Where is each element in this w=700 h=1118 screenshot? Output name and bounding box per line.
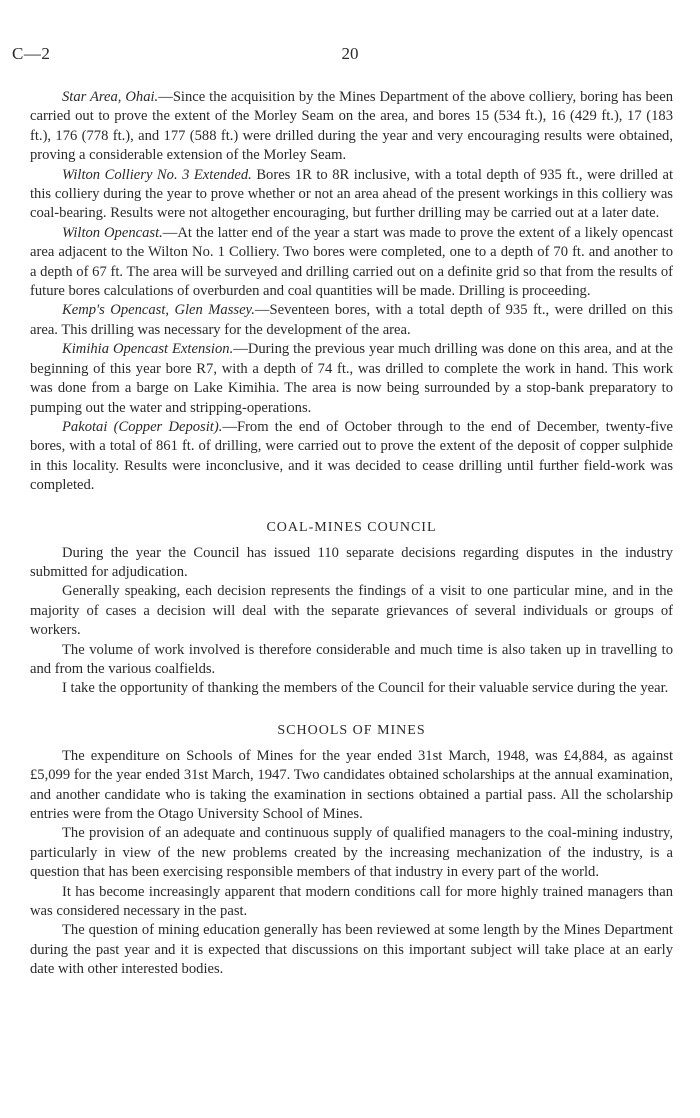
paragraph-lead: Kemp's Opencast, Glen Massey. — [62, 302, 255, 319]
paragraph: During the year the Council has issued 110 separate decisions regarding disputes in the industry submitted for adjudication. — [30, 544, 673, 580]
paragraph: The volume of work involved is therefore considerable and much time is also taken up in travelling to and from the various coalfields. — [30, 641, 673, 677]
paragraph-kimihia-opencast — [30, 340, 673, 418]
paragraph-text: Bores 1R to 8R inclusive, with a total depth of 935 ft., were drilled at this colliery during the year to prove whether or not an area ahead of the present workings in this colliery was coal-bearing. Results were not altogether encouraging, but further drilling may be carried out at a later date. — [30, 166, 674, 222]
coal-mines-council-section — [30, 520, 673, 699]
paragraph: The provision of an adequate and continuous supply of qualified managers to the coal-mining industry, particularly in view of the new problems created by the increasing mechanization of the industry, is a question that has been exercising responsible members of that industry in every part of the world. — [30, 825, 673, 881]
paragraph-lead: Star Area, Ohai. — [62, 89, 159, 105]
page-body — [30, 88, 673, 980]
paragraph-lead: Wilton Colliery No. 3 Extended. — [62, 166, 252, 183]
paragraph-lead: Kimihia Opencast Extension. — [62, 341, 234, 358]
paragraph: I take the opportunity of thanking the members of the Council for their valuable service during the year. — [62, 680, 669, 697]
paragraph: The expenditure on Schools of Mines for the year ended 31st March, 1948, was £4,884, as against £5,099 for the year ended 31st March, 1947. Two candidates obtained scholarships at the annual examination, and another candidate who is taking the examination in sections obtained a partial pass. All the scholarship entries were from the Otago University School of Mines. — [30, 747, 673, 822]
paragraph-pakotai — [30, 418, 673, 496]
paragraph-text: —Seventeen bores, with a total depth of 935 ft., were drilled on this area. This drilling was necessary for the development of the area. — [30, 302, 673, 338]
paragraph: Generally speaking, each decision represents the findings of a visit to one particular mine, and in the majority of cases a decision will deal with the separate grievances of several individuals or groups of workers. — [30, 583, 673, 639]
paragraph-text: —Since the acquisition by the Mines Department of the above colliery, boring has been carried out to prove the extent of the Morley Seam on the area, and bores 15 (534 ft.), 16 (429 ft.), 17 (183 ft.), 176 (778 ft.), and 177 (588 ft.) were drilled during the year and very encouraging results were obtained, proving a considerable extension of the Morley Seam. — [30, 89, 674, 164]
paragraph: It has become increasingly apparent that modern conditions call for more highly trained managers than was considered necessary in the past. — [30, 883, 673, 920]
document-reference: C—2 — [12, 44, 51, 63]
paragraph-star-area — [30, 88, 673, 166]
paragraph-text: —During the previous year much drilling was done on this area, and at the beginning of this year bore R7, with a depth of 74 ft., was drilled to complete the work in hand. This work was done from a barge on Lake Kimihia. The area is now being surrounded by a stop-bank preparatory to pumping out the water and stripping-operations. — [30, 341, 673, 416]
paragraph-wilton-colliery — [30, 166, 673, 224]
page-number: 20 — [341, 44, 359, 63]
paragraph-text: —At the latter end of the year a start was made to prove the extent of a likely opencast area adjacent to the Wilton No. 1 Colliery. Two bores were completed, one to a depth of 70 ft. and another to a depth of 67 ft. The area will be surveyed and drilling carried out on a definite grid so that from the results of future bores calculations of overburden and coal quantities will be made. Drilling is proceeding. — [30, 224, 673, 300]
paragraph-lead: Pakotai (Copper Deposit). — [62, 418, 223, 435]
paragraph-wilton-opencast — [30, 224, 673, 302]
page-header — [0, 38, 700, 66]
paragraph-text: —From the end of October through to the end of December, twenty-five bores, with a total of 861 ft. of drilling, were carried out to prove the extent of the deposit of copper sulphide in this locality. Results were inconclusive, and it was decided to cease drilling until further field-work was completed. — [30, 418, 673, 494]
paragraph-kemps-opencast — [30, 301, 673, 340]
paragraph: The question of mining education generally has been reviewed at some length by the Mines Department during the past year and it is expected that discussions on this important subject will take place at an early date with other interested bodies. — [30, 922, 673, 978]
section-heading: SCHOOLS OF MINES — [277, 722, 426, 738]
paragraph-lead: Wilton Opencast. — [62, 224, 163, 241]
section-heading: COAL-MINES COUNCIL — [266, 519, 437, 535]
schools-of-mines-section — [30, 723, 673, 980]
drilling-section — [30, 88, 673, 496]
